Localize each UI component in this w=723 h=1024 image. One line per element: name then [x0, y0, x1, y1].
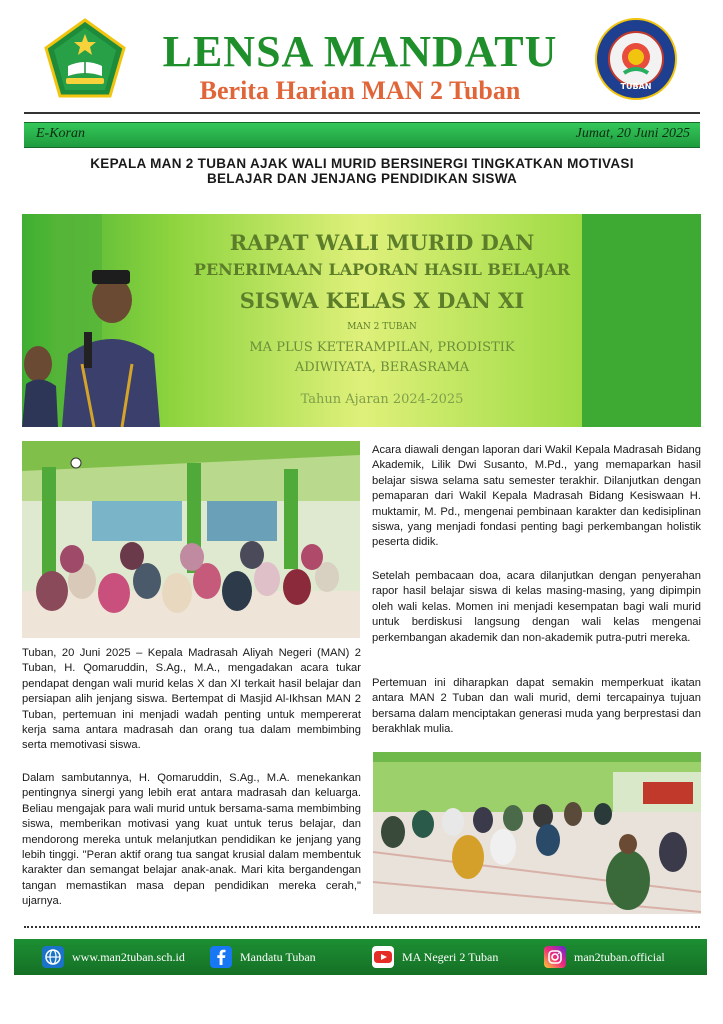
banner-line-2: PENERIMAAN LAPORAN HASIL BELAJAR: [193, 260, 571, 279]
footer-facebook-label: Mandatu Tuban: [240, 949, 316, 964]
man-2-tuban-logo-icon: [594, 17, 678, 101]
footer-bar: [14, 939, 707, 975]
banner-line-4: MAN 2 TUBAN: [347, 322, 417, 332]
article-paragraph-5: Pertemuan ini diharapkan dapat semakin memperkuat ikatan antara MAN 2 Tuban dan wali murid, demi tercapainya tujuan bersama dalam menciptakan generasi muda yang berprestasi dan berakhlak mulia.: [372, 677, 701, 736]
footer-youtube[interactable]: [372, 946, 498, 968]
masthead-title: LENSA MANDATU: [162, 27, 558, 76]
masthead-subtitle: Berita Harian MAN 2 Tuban: [199, 76, 521, 105]
banner-line-7: Tahun Ajaran 2024-2025: [300, 392, 464, 407]
facebook-icon: [210, 946, 232, 968]
youtube-icon: [372, 946, 394, 968]
article-paragraph-2: Dalam sambutannya, H. Qomaruddin, S.Ag., M.A. menekankan pentingnya sinergi yang lebih erat antara madrasah dan keluarga. Beliau mengajak para wali murid untuk bersama-sama membimbing siswa, memberikan motivasi yang kuat untuk terus belajar, dan mendorong mereka untuk melanjutkan pendidikan ke jenjang yang lebih tinggi. "Peran aktif orang tua sangat krusial dalam membentuk karakter dan semangat belajar anak-anak. Mari kita bergandengan tangan memastikan masa depan pendidikan mereka cerah," ujarnya.: [22, 772, 361, 908]
banner-line-6: ADIWIYATA, BERASRAMA: [294, 360, 470, 375]
article-paragraph-4: Setelah pembacaan doa, acara dilanjutkan dengan penyerahan rapor hasil belajar siswa di kelas masing-masing, yang dipimpin oleh wali kelas. Momen ini menjadi kesempatan bagi wali murid untuk berdiskusi langsung dengan wali kelas mengenai perkembangan akademik dan non-akademik putra-putri mereka.: [372, 570, 701, 644]
footer-divider: [24, 926, 700, 928]
footer-instagram-label: man2tuban.official: [574, 949, 665, 964]
kemenag-logo-icon: [42, 18, 128, 100]
header-divider: [24, 112, 700, 114]
edition-label: E-Koran: [36, 126, 85, 141]
footer-website-label: www.man2tuban.sch.id: [72, 949, 185, 964]
banner-line-1: RAPAT WALI MURID DAN: [229, 230, 535, 255]
article-headline: KEPALA MAN 2 TUBAN AJAK WALI MURID BERSINERGI TINGKATKAN MOTIVASI BELAJAR DAN JENJANG PENDIDIKAN SISWA: [90, 156, 634, 186]
logo-city-text: TUBAN: [620, 82, 652, 91]
globe-icon: [42, 946, 64, 968]
instagram-icon: [544, 946, 566, 968]
footer-instagram[interactable]: [544, 946, 665, 968]
banner-line-5: MA PLUS KETERAMPILAN, PRODISTIK: [249, 340, 515, 355]
footer-website[interactable]: [42, 946, 185, 968]
classroom-parents-photo: [373, 752, 701, 914]
edition-date: Jumat, 20 Juni 2025: [575, 126, 690, 141]
article-paragraph-3: Acara diawali dengan laporan dari Wakil Kepala Madrasah Bidang Akademik, Lilik Dwi Susanto, M.Pd., yang memaparkan hasil belajar siswa selama satu semester terakhir. Dilanjutkan dengan pemaparan dari Wakil Kepala Madrasah Bidang Kesiswaan H. muktamir, M. Pd., mengenai pembinaan karakter dan kedisiplinan siswa, yang menjadi fondasi penting bagi perkembangan holistik peserta didik.: [372, 444, 701, 549]
footer-youtube-label: MA Negeri 2 Tuban: [402, 949, 499, 964]
banner-line-3: SISWA KELAS X DAN XI: [239, 288, 525, 313]
mosque-audience-photo: [22, 441, 360, 638]
meeting-banner-photo: [22, 214, 701, 427]
article-paragraph-1: Tuban, 20 Juni 2025 – Kepala Madrasah Aliyah Negeri (MAN) 2 Tuban, H. Qomaruddin, S.Ag., M.A., mengadakan acara tukar pendapat dengan wali murid kelas X dan XI terkait hasil belajar dan persiapan alih jenjang siswa. Bertempat di Masjid Al-Ikhsan MAN 2 Tuban, pertemuan ini menjadi wadah penting untuk mempererat kerja sama antara madrasah dan orang tua dalam membimbing serta memotivasi siswa.: [22, 647, 361, 752]
footer-facebook[interactable]: [210, 946, 316, 968]
